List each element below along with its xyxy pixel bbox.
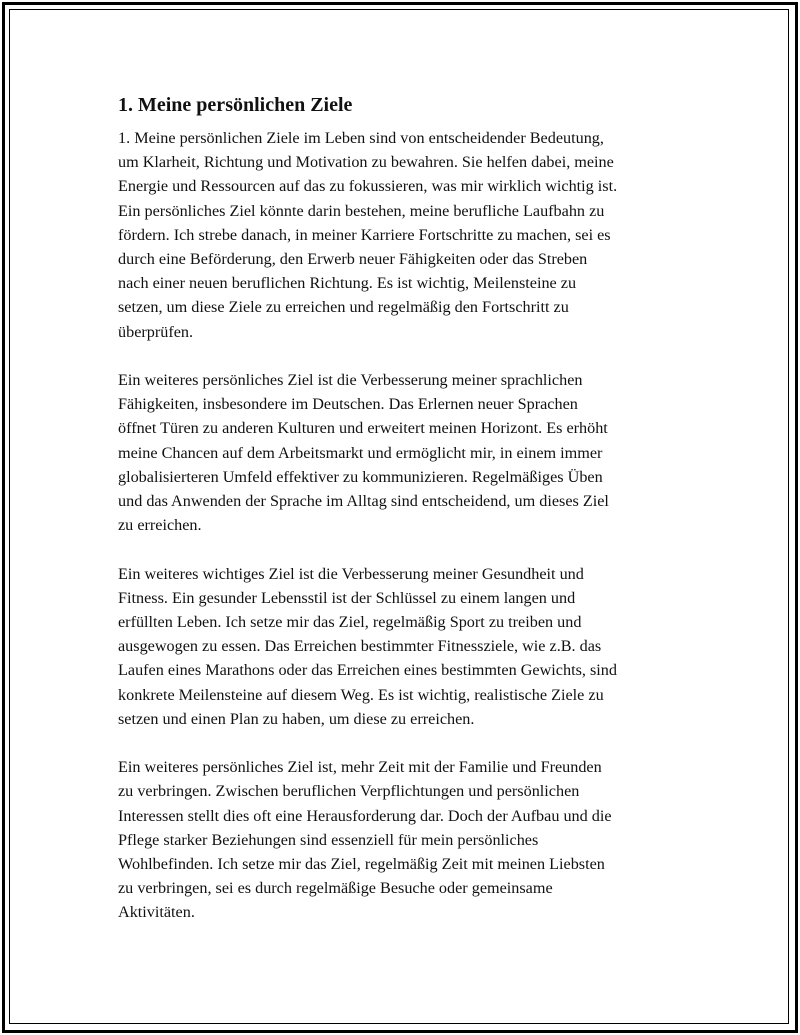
paragraph-line: Energie und Ressourcen auf das zu fokussieren, was mir wirklich wichtig ist. [118,177,618,196]
paragraph-line: Interessen stellt dies oft eine Herausforderung dar. Doch der Aufbau und die [118,806,612,825]
paragraph-line: setzen, um diese Ziele zu erreichen und regelmäßig den Fortschritt zu [118,298,569,317]
paragraph-line: Aktivitäten. [118,903,195,922]
paragraph-line: öffnet Türen zu anderen Kulturen und erweitert meinen Horizont. Es erhöht [118,419,608,438]
paragraph-line: Ein persönliches Ziel könnte darin bestehen, meine berufliche Laufbahn zu [118,201,605,220]
paragraph-line: durch eine Beförderung, den Erwerb neuer Fähigkeiten oder das Streben [118,250,588,269]
paragraph-line: erfüllten Leben. Ich setze mir das Ziel, regelmäßig Sport zu treiben und [118,613,582,632]
document-body [118,92,688,949]
paragraph-line: setzen und einen Plan zu haben, um diese zu erreichen. [118,709,475,728]
paragraph-line: Fähigkeiten, insbesondere im Deutschen. Das Erlernen neuer Sprachen [118,395,578,414]
paragraph-line: Pflege starker Beziehungen sind essenziell für mein persönliches [118,830,539,849]
paragraph-line: 1. Meine persönlichen Ziele im Leben sind von entscheidender Bedeutung, [118,129,604,147]
paragraph-line: nach einer neuen beruflichen Richtung. Es ist wichtig, Meilensteine zu [118,274,577,293]
paragraph-line: meine Chancen auf dem Arbeitsmarkt und ermöglicht mir, in einem immer [118,443,603,462]
paragraph-line: globalisierteren Umfeld effektiver zu kommunizieren. Regelmäßiges Üben [118,467,603,486]
paragraph-list [118,126,688,925]
paragraph-line: Ein weiteres persönliches Ziel ist, mehr Zeit mit der Familie und Freunden [118,758,602,777]
paragraph-line: fördern. Ich strebe danach, in meiner Karriere Fortschritte zu machen, sei es [118,225,611,244]
paragraph-line: und das Anwenden der Sprache im Alltag sind entscheidend, um dieses Ziel [118,492,609,511]
paragraph-line: zu erreichen. [118,516,202,535]
paragraph-line: zu verbringen, sei es durch regelmäßige Besuche oder gemeinsame [118,879,553,898]
document-heading: 1. Meine persönlichen Ziele [118,94,353,116]
paragraph-line: um Klarheit, Richtung und Motivation zu bewahren. Sie helfen dabei, meine [118,153,614,172]
paragraph-line: Wohlbefinden. Ich setze mir das Ziel, regelmäßig Zeit mit meinen Liebsten [118,855,605,874]
paragraph [118,755,688,924]
paragraph-line: Fitness. Ein gesunder Lebensstil ist der Schlüssel zu einem langen und [118,588,576,607]
paragraph-line: überprüfen. [118,322,194,341]
paragraph-line: zu verbringen. Zwischen beruflichen Verpflichtungen und persönlichen [118,782,580,801]
paragraph-line: Ein weiteres persönliches Ziel ist die Verbesserung meiner sprachlichen [118,371,583,390]
paragraph [118,126,688,344]
paragraph-line: ausgewogen zu essen. Das Erreichen bestimmter Fitnessziele, wie z.B. das [118,637,602,656]
paragraph-line: Laufen eines Marathons oder das Erreichen eines bestimmten Gewichts, sind [118,661,617,680]
paragraph-line: Ein weiteres wichtiges Ziel ist die Verbesserung meiner Gesundheit und [118,564,584,583]
paragraph [118,368,688,537]
paragraph-line: konkrete Meilensteine auf diesem Weg. Es ist wichtig, realistische Ziele zu [118,685,604,704]
paragraph [118,562,688,731]
